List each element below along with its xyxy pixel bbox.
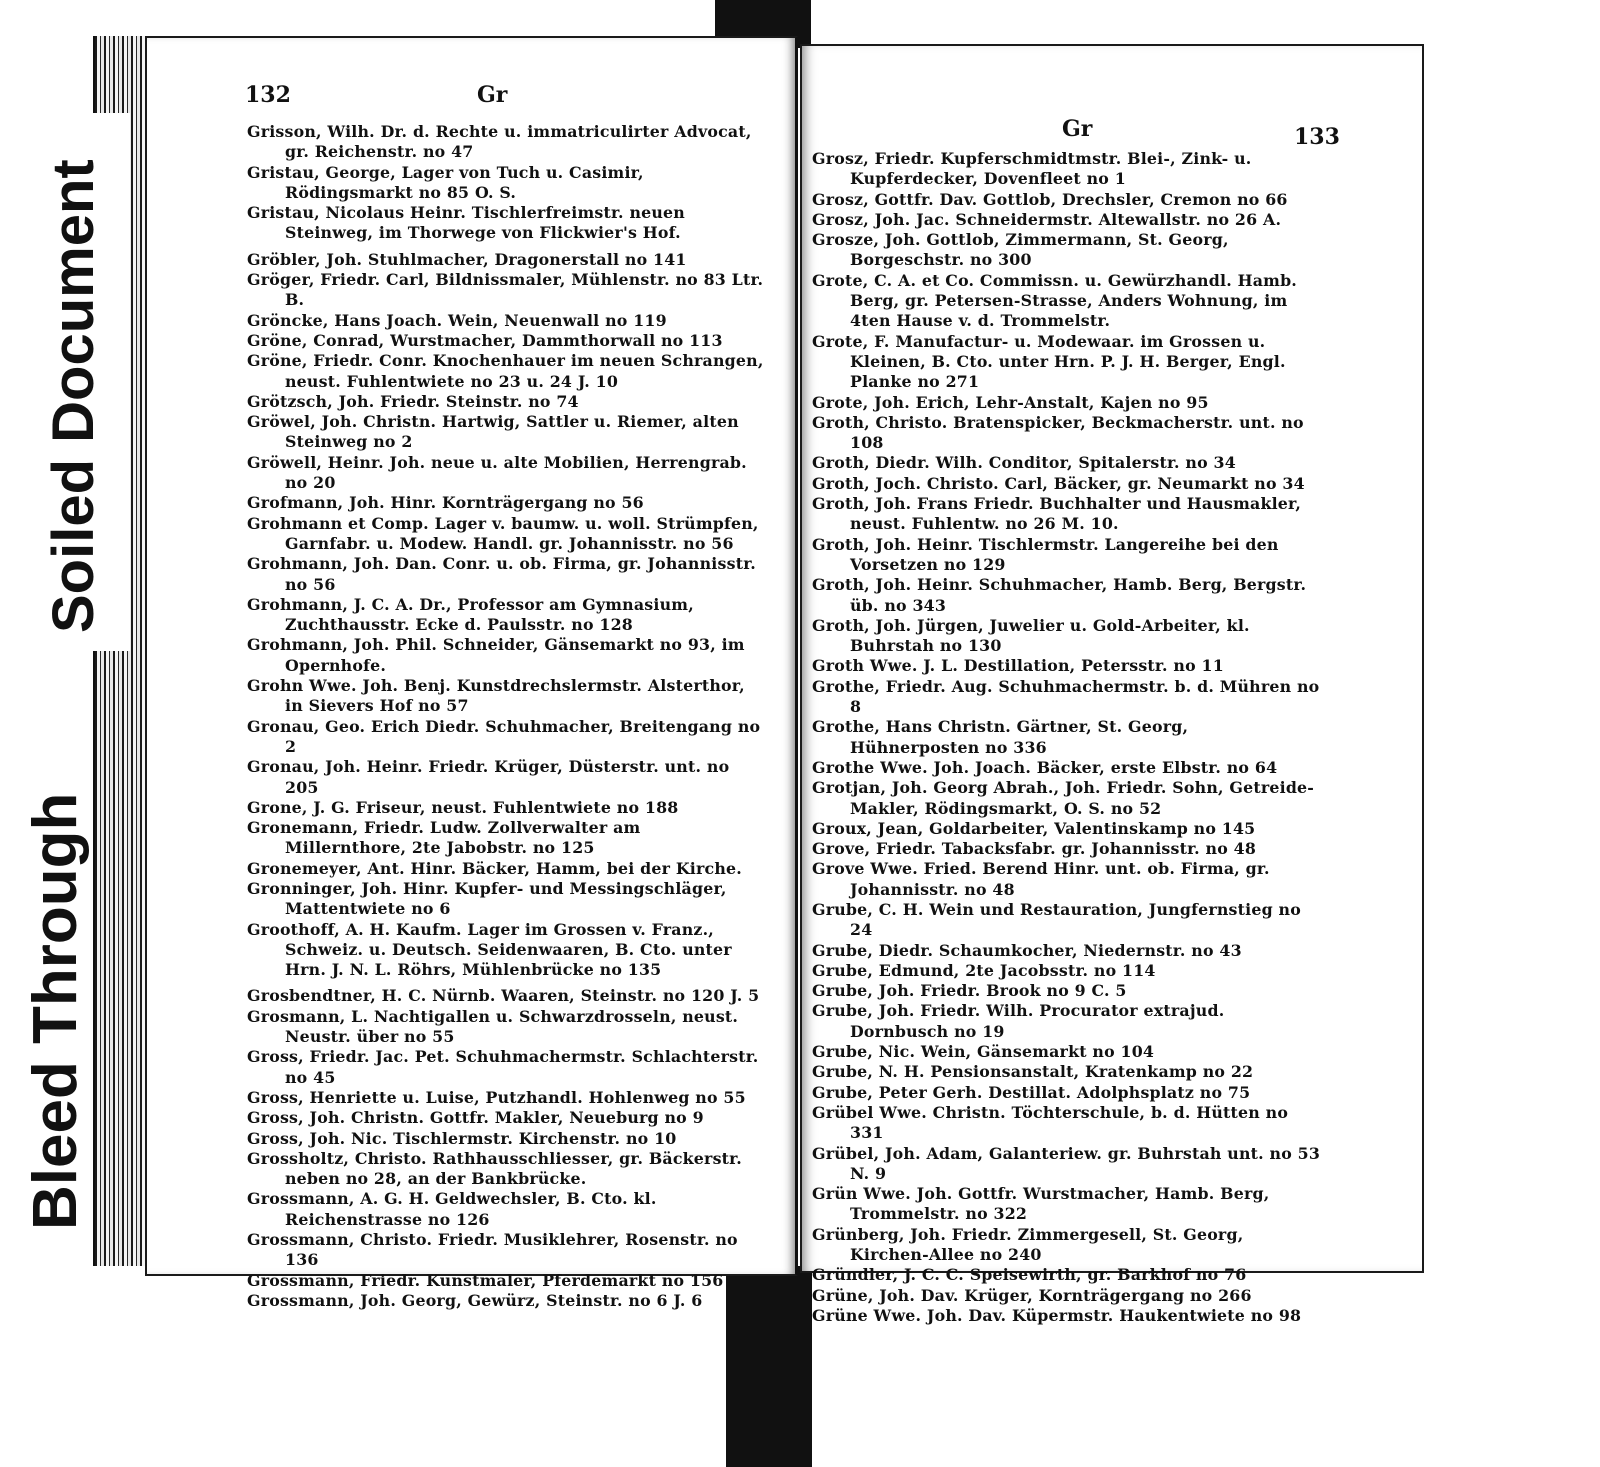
directory-entry: Grohmann et Comp. Lager v. baumw. u. woll. Strümpfen, Garnfabr. u. Modew. Handl. gr. Johannisstr. no 56 — [247, 513, 759, 553]
directory-entry: Grünberg, Joh. Friedr. Zimmergesell, St. Georg, Kirchen-Allee no 240 — [812, 1224, 1244, 1265]
directory-entry: Grohmann, Joh. Dan. Conr. u. ob. Firma, gr. Johannisstr. no 56 — [247, 554, 756, 594]
directory-entry: Gröwel, Joh. Christn. Hartwig, Sattler u. Riemer, alten Steinweg no 2 — [247, 412, 739, 452]
directory-entry: Grove Wwe. Fried. Berend Hinr. unt. ob. Firma, gr. Johannisstr. no 48 — [812, 859, 1270, 899]
directory-entry: Groth, Joh. Heinr. Schuhmacher, Hamb. Berg, Bergstr. üb. no 343 — [812, 575, 1307, 615]
directory-entries — [812, 149, 1322, 1326]
directory-entry: Grisson, Wilh. Dr. d. Rechte u. immatriculirter Advocat, gr. Reichenstr. no 47 — [247, 122, 752, 162]
directory-entry: Gristau, Nicolaus Heinr. Tischlerfreimstr. neuen Steinweg, im Thorwege von Flickwier's Hof. — [247, 203, 685, 243]
directory-entry: Grote, C. A. et Co. Commissn. u. Gewürzhandl. Hamb. Berg, gr. Petersen-Strasse, Anders Wohnung, im 4ten Hause v. d. Trommelstr. — [812, 270, 1298, 331]
directory-entry: Groth, Diedr. Wilh. Conditor, Spitalerstr. no 34 — [812, 453, 1236, 473]
directory-entry: Grosbendtner, H. C. Nürnb. Waaren, Steinstr. no 120 J. 5 — [247, 986, 760, 1006]
page-header: Gr — [477, 82, 508, 108]
directory-entry: Grohmann, J. C. A. Dr., Professor am Gymnasium, Zuchthausstr. Ecke d. Paulsstr. no 128 — [247, 594, 694, 635]
directory-entry: Grossmann, Joh. Georg, Gewürz, Steinstr. no 6 J. 6 — [247, 1290, 703, 1310]
directory-entry: Grohn Wwe. Joh. Benj. Kunstdrechslermstr. Alsterthor, in Sievers Hof no 57 — [247, 676, 745, 716]
directory-entry: Grothe, Friedr. Aug. Schuhmachermstr. b. d. Mühren no 8 — [812, 676, 1320, 717]
directory-entry: Gross, Joh. Christn. Gottfr. Makler, Neueburg no 9 — [247, 1108, 704, 1128]
directory-entry: Grossholtz, Christo. Rathhausschliesser, gr. Bäckerstr. neben no 28, an der Bankbrücke. — [247, 1148, 742, 1189]
directory-entry: Grone, J. G. Friseur, neust. Fuhlentwiete no 188 — [247, 797, 679, 817]
directory-entry: Grotjan, Joh. Georg Abrah., Joh. Friedr. Sohn, Getreide-Makler, Rödingsmarkt, O. S. no 52 — [812, 778, 1315, 818]
directory-entry: Grube, Peter Gerh. Destillat. Adolphsplatz no 75 — [812, 1082, 1251, 1102]
directory-entry: Gristau, George, Lager von Tuch u. Casimir, Rödingsmarkt no 85 O. S. — [247, 162, 644, 202]
directory-entry: Gronau, Joh. Heinr. Friedr. Krüger, Düsterstr. unt. no 205 — [247, 757, 730, 797]
directory-entry: Grötzsch, Joh. Friedr. Steinstr. no 74 — [247, 391, 579, 411]
directory-entry: Gross, Friedr. Jac. Pet. Schuhmachermstr. Schlachterstr. no 45 — [247, 1047, 759, 1087]
directory-entry: Grube, Edmund, 2te Jacobsstr. no 114 — [812, 960, 1156, 980]
directory-entry: Grosze, Joh. Gottlob, Zimmermann, St. Georg, Borgeschstr. no 300 — [812, 230, 1229, 270]
directory-entry: Grofmann, Joh. Hinr. Kornträgergang no 56 — [247, 493, 644, 513]
right-page — [800, 44, 1424, 1325]
directory-entry: Gross, Henriette u. Luise, Putzhandl. Hohlenweg no 55 — [247, 1087, 746, 1107]
directory-entry: Grossmann, Christo. Friedr. Musiklehrer, Rosenstr. no 136 — [247, 1230, 738, 1270]
directory-entry: Grube, C. H. Wein und Restauration, Jungfernstieg no 24 — [812, 899, 1301, 940]
bleed-through-label — [6, 758, 90, 1253]
directory-entry: Grothe Wwe. Joh. Joach. Bäcker, erste Elbstr. no 64 — [812, 757, 1278, 777]
directory-entry: Grüne, Joh. Dav. Krüger, Kornträgergang no 266 — [812, 1285, 1252, 1305]
directory-entry: Gronau, Geo. Erich Diedr. Schuhmacher, Breitengang no 2 — [247, 716, 761, 756]
directory-entry: Gröne, Conrad, Wurstmacher, Dammthorwall no 113 — [247, 330, 723, 350]
directory-entries — [247, 122, 767, 1311]
directory-entry: Gross, Joh. Nic. Tischlermstr. Kirchenstr. no 10 — [247, 1128, 677, 1148]
directory-entry: Gröwell, Heinr. Joh. neue u. alte Mobilien, Herrengrab. no 20 — [247, 452, 747, 493]
page-number: 132 — [245, 82, 291, 108]
directory-entry: Grube, N. H. Pensionsanstalt, Kratenkamp no 22 — [812, 1062, 1254, 1082]
directory-entry: Grube, Nic. Wein, Gänsemarkt no 104 — [812, 1042, 1155, 1062]
directory-entry: Gronemann, Friedr. Ludw. Zollverwalter am Millernthore, 2te Jabobstr. no 125 — [247, 818, 641, 858]
directory-entry: Grove, Friedr. Tabacksfabr. gr. Johannisstr. no 48 — [812, 839, 1257, 859]
directory-entry: Gröne, Friedr. Conr. Knochenhauer im neuen Schrangen, neust. Fuhlentwiete no 23 u. 24 J. 10 — [247, 351, 764, 391]
directory-entry: Grossmann, A. G. H. Geldwechsler, B. Cto. kl. Reichenstrasse no 126 — [247, 1189, 657, 1229]
directory-entry: Grube, Diedr. Schaumkocher, Niedernstr. no 43 — [812, 940, 1242, 960]
directory-entry: Grube, Joh. Friedr. Wilh. Procurator extrajud. Dornbusch no 19 — [812, 1001, 1225, 1041]
directory-entry: Grosmann, L. Nachtigallen u. Schwarzdrosseln, neust. Neustr. über no 55 — [247, 1006, 739, 1047]
directory-entry: Groothoff, A. H. Kaufm. Lager im Grossen v. Franz., Schweiz. u. Deutsch. Seidenwaaren, B. Cto. unter Hrn. J. N. L. Röhrs, Mühlenbrücke no 135 — [247, 919, 732, 980]
directory-entry: Grosz, Friedr. Kupferschmidtmstr. Blei-, Zink- u. Kupferdecker, Dovenfleet no 1 — [812, 149, 1252, 189]
directory-entry: Grothe, Hans Christn. Gärtner, St. Georg, Hühnerposten no 336 — [812, 717, 1189, 757]
directory-entry: Groth, Christo. Bratenspicker, Beckmacherstr. unt. no 108 — [812, 412, 1304, 453]
directory-entry: Grote, Joh. Erich, Lehr-Anstalt, Kajen no 95 — [812, 392, 1209, 412]
directory-entry: Groth, Joch. Christo. Carl, Bäcker, gr. Neumarkt no 34 — [812, 473, 1305, 493]
directory-entry: Groux, Jean, Goldarbeiter, Valentinskamp no 145 — [812, 818, 1256, 838]
directory-entry: Gronemeyer, Ant. Hinr. Bäcker, Hamm, bei der Kirche. — [247, 858, 742, 878]
directory-entry: Grübel, Joh. Adam, Galanteriew. gr. Buhrstah unt. no 53 N. 9 — [812, 1143, 1321, 1183]
directory-entry: Grün Wwe. Joh. Gottfr. Wurstmacher, Hamb. Berg, Trommelstr. no 322 — [812, 1184, 1270, 1224]
page-number: 133 — [1294, 124, 1340, 150]
directory-entry: Grote, F. Manufactur- u. Modewaar. im Grossen u. Kleinen, B. Cto. unter Hrn. P. J. H. Berger, Engl. Planke no 271 — [812, 331, 1286, 392]
directory-entry: Gröncke, Hans Joach. Wein, Neuenwall no 119 — [247, 310, 667, 330]
directory-entry: Grossmann, Friedr. Kunstmaler, Pferdemarkt no 156 — [247, 1270, 724, 1290]
directory-entry: Gronninger, Joh. Hinr. Kupfer- und Messingschläger, Mattentwiete no 6 — [247, 878, 727, 919]
page-header: Gr — [1062, 116, 1093, 142]
directory-entry: Gründler, J. C. C. Speisewirth, gr. Barkhof no 76 — [812, 1265, 1247, 1285]
directory-entry: Groth, Joh. Jürgen, Juwelier u. Gold-Arbeiter, kl. Buhrstah no 130 — [812, 615, 1250, 656]
label-text: Bleed Through — [21, 792, 90, 1230]
directory-entry: Groth, Joh. Heinr. Tischlermstr. Langereihe bei den Vorsetzen no 129 — [812, 534, 1279, 574]
directory-entry: Grosz, Joh. Jac. Schneidermstr. Altewallstr. no 26 A. — [812, 209, 1282, 229]
label-text: Soiled Document — [41, 159, 106, 633]
directory-entry: Grüne Wwe. Joh. Dav. Küpermstr. Haukentwiete no 98 — [812, 1305, 1302, 1325]
soiled-document-label — [10, 113, 130, 651]
left-page — [145, 36, 798, 1310]
directory-entry: Grohmann, Joh. Phil. Schneider, Gänsemarkt no 93, im Opernhofe. — [247, 635, 745, 675]
directory-entry: Gröger, Friedr. Carl, Bildnissmaler, Mühlenstr. no 83 Ltr. B. — [247, 270, 764, 310]
directory-entry: Grosz, Gottfr. Dav. Gottlob, Drechsler, Cremon no 66 — [812, 189, 1288, 209]
directory-entry: Grube, Joh. Friedr. Brook no 9 C. 5 — [812, 981, 1127, 1001]
directory-entry: Gröbler, Joh. Stuhlmacher, Dragonerstall no 141 — [247, 249, 687, 269]
directory-entry: Groth Wwe. J. L. Destillation, Petersstr. no 11 — [812, 656, 1224, 676]
directory-entry: Groth, Joh. Frans Friedr. Buchhalter und Hausmakler, neust. Fuhlentw. no 26 M. 10. — [812, 494, 1302, 534]
directory-entry: Grübel Wwe. Christn. Töchterschule, b. d. Hütten no 331 — [812, 1102, 1289, 1143]
